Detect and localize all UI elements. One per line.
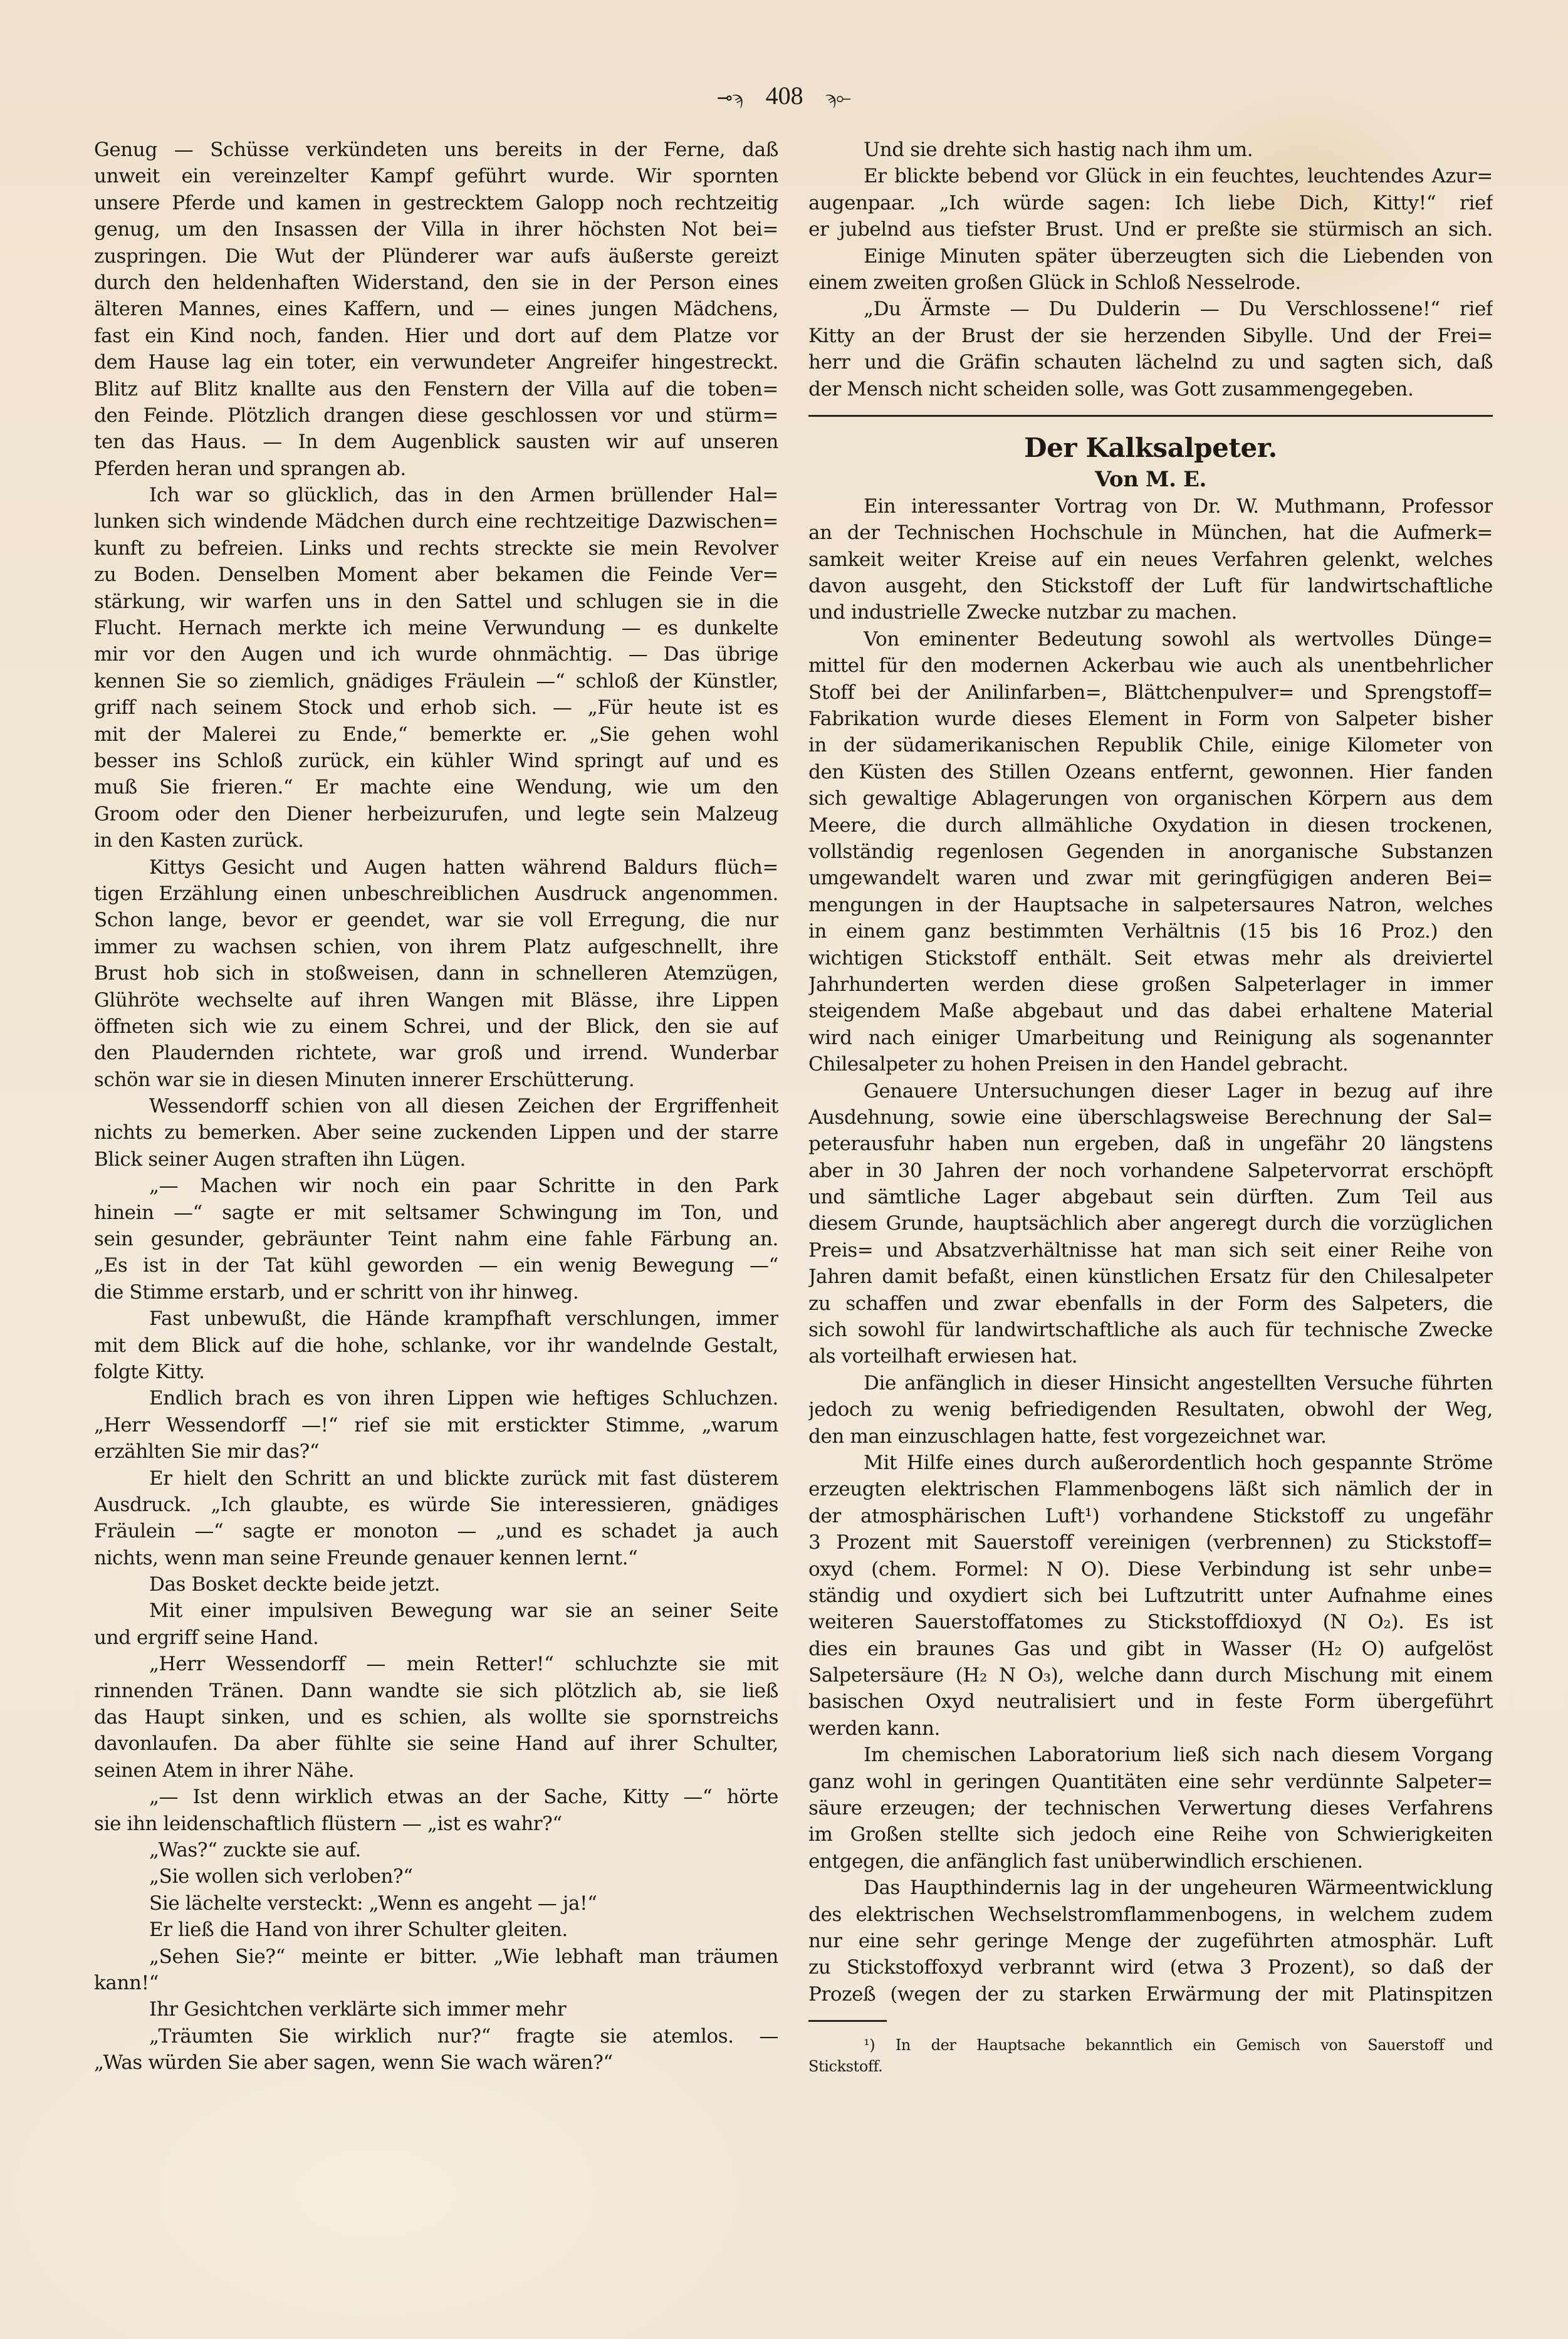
text-line: Preis= und Absatzverhältnisse hat man sich seit einer Reihe von xyxy=(808,1238,1493,1262)
text-line: in den Kasten zurück. xyxy=(94,829,304,852)
text-line: zu Stickstoffoxyd verbrannt wird (etwa 3 Prozent), so daß der xyxy=(808,1956,1493,1979)
text-line: vollständig regenlosen Gegenden in anorganische Substanzen xyxy=(808,840,1493,863)
article-byline: Von M. E. xyxy=(1095,466,1206,492)
text-line: wird nach einiger Umarbeitung und Reinigung als sogenannter xyxy=(808,1026,1493,1049)
text-line: Groom oder den Diener herbeizurufen, und legte sein Malzeug xyxy=(94,802,778,825)
text-line: stärkung, wir warfen uns in den Sattel und schlugen sie in die xyxy=(94,590,778,613)
text-line: zu Boden. Denselben Moment aber bekamen die Feinde Ver= xyxy=(94,563,778,587)
text-line: Wessendorff schien von all diesen Zeichen der Ergriffenheit xyxy=(149,1095,778,1118)
text-line: Jahrhunderten werden diese großen Salpeterlager in immer xyxy=(808,973,1493,996)
text-line: Ausdruck. „Ich glaubte, es würde Sie interessieren, gnädiges xyxy=(94,1493,778,1516)
text-line: Genug — Schüsse verkündeten uns bereits in der Ferne, daß xyxy=(94,139,778,161)
text-line: lunken sich windende Mädchen durch eine rechtzeitige Dazwischen= xyxy=(94,510,778,533)
text-line: in der südamerikanischen Republik Chile, einige Kilometer von xyxy=(808,734,1493,757)
text-line: „Was würden Sie aber sagen, wenn Sie wach wären?“ xyxy=(94,2051,613,2075)
text-line: davonlaufen. Da aber fühlte sie seine Hand auf ihrer Schulter, xyxy=(94,1732,778,1756)
text-line: Brust hob sich in stoßweisen, dann in schnelleren Atemzügen, xyxy=(94,962,778,985)
text-line: fast ein Kind noch, fanden. Hier und dort auf dem Platze vor xyxy=(94,324,778,347)
text-line: Ausdehnung, sowie eine überschlagsweise Berechnung der Sal= xyxy=(808,1106,1493,1129)
text-line: augenpaar. „Ich würde sagen: Ich liebe Dich, Kitty!“ rief xyxy=(808,191,1493,214)
section-divider xyxy=(808,415,1493,417)
text-line: „— Machen wir noch ein paar Schritte in den Park xyxy=(149,1175,778,1198)
text-line: sein gesunder, gebräunter Teint nahm eine fahle Färbung an. xyxy=(94,1228,778,1251)
text-line: und ergriff seine Hand. xyxy=(94,1626,319,1649)
text-line: einem zweiten großen Glück in Schloß Nesselrode. xyxy=(808,271,1301,294)
text-line: Das Haupthindernis lag in der ungeheuren Wärmeentwicklung xyxy=(864,1876,1493,1900)
text-line: nichts, wenn man seine Freunde genauer kennen lernt.“ xyxy=(94,1546,638,1569)
text-line: säure erzeugen; der technischen Verwertung dieses Verfahrens xyxy=(808,1797,1493,1820)
text-line: Blick seiner Augen straften ihn Lügen. xyxy=(94,1148,466,1171)
text-line: diesem Grunde, hauptsächlich aber angeregt durch die vorzüglichen xyxy=(808,1212,1493,1235)
text-line: nichts zu bemerken. Aber seine zuckenden Lippen und der starre xyxy=(94,1121,778,1144)
text-line: Salpetersäure (H₂ N O₃), welche dann durch Mischung mit einem xyxy=(808,1664,1493,1687)
text-line: erzeugten elektrischen Flammenbogens läßt sich nämlich der in xyxy=(808,1478,1493,1501)
text-line: nur eine sehr geringe Menge der zugeführten atmosphär. Luft xyxy=(808,1930,1493,1952)
text-line: unsere Pferde und kamen in gestrecktem Galopp noch rechtzeitig xyxy=(94,191,778,214)
text-line: aber in 30 Jahren der noch vorhandene Salpetervorrat erschöpft xyxy=(808,1159,1493,1182)
text-line: öffneten sich wie zu einem Schrei, und der Blick, den sie auf xyxy=(94,1015,778,1038)
text-line: mir vor den Augen und ich wurde ohnmächtig. — Das übrige xyxy=(94,643,778,666)
text-line: Kittys Gesicht und Augen hatten während Baldurs flüch= xyxy=(149,856,778,879)
text-line: Schon lange, bevor er geendet, war sie voll Erregung, die nur xyxy=(94,909,778,932)
text-line: des elektrischen Wechselstromflammenbogens, in welchem zudem xyxy=(808,1903,1493,1926)
text-line: Die anfänglich in dieser Hinsicht angestellten Versuche führten xyxy=(864,1371,1493,1395)
story-ending xyxy=(808,137,1493,402)
text-line: Das Bosket deckte beide jetzt. xyxy=(149,1573,441,1596)
text-line: entgegen, die anfänglich fast unüberwindlich erschienen. xyxy=(808,1850,1363,1873)
text-line: zu schaffen und zwar ebenfalls in der Form des Salpeters, die xyxy=(808,1292,1493,1315)
text-line: Kitty an der Brust der sie herzenden Sibylle. Und der Frei= xyxy=(808,324,1493,347)
text-line: steigendem Maße abgebaut und das dabei erhaltene Material xyxy=(808,1000,1493,1023)
right-column xyxy=(808,137,1493,2077)
text-line: herr und die Gräfin schauten lächelnd zu und sagten sich, daß xyxy=(808,351,1493,374)
text-line: Chilesalpeter zu hohen Preisen in den Handel gebracht. xyxy=(808,1053,1349,1076)
text-line: das Haupt sinken, und es schien, als wollte sie spornstreichs xyxy=(94,1706,778,1729)
text-line: in einem ganz bestimmten Verhältnis (15 bis 16 Proz.) den xyxy=(808,920,1493,943)
text-line: umgewandelt waren und zwar mit geringfügigen anderen Bei= xyxy=(808,867,1493,890)
ornament-right-icon: ϡ⟜ xyxy=(825,87,852,108)
text-line: Endlich brach es von ihren Lippen wie heftiges Schluchzen. xyxy=(149,1387,778,1410)
text-line: dem Hause lag ein toter, ein verwundeter Angreifer hingestreckt. xyxy=(94,351,778,374)
text-line: Stickstoff. xyxy=(808,2058,883,2076)
text-line: Er ließ die Hand von ihrer Schulter gleiten. xyxy=(149,1918,568,1942)
text-line: oxyd (chem. Formel: N O). Diese Verbindung ist sehr unbe= xyxy=(808,1557,1493,1581)
text-line: Jahren damit befaßt, einen künstlichen Ersatz für den Chilesalpeter xyxy=(808,1265,1493,1289)
text-line: rinnenden Tränen. Dann wandte sie sich plötzlich ab, sie ließ xyxy=(94,1679,778,1702)
text-line: mittel für den modernen Ackerbau wie auch als unentbehrlicher xyxy=(808,654,1493,678)
text-line: Pferden heran und sprangen ab. xyxy=(94,457,406,480)
text-line: sich sowohl für landwirtschaftliche als auch für technische Zwecke xyxy=(808,1319,1493,1342)
text-line: ¹) In der Hauptsache bekanntlich ein Gemisch von Sauerstoff und xyxy=(864,2036,1493,2054)
text-line: unweit ein vereinzelter Kampf geführt wurde. Wir spornten xyxy=(94,165,778,188)
text-line: Fräulein —“ sagte er monoton — „und es schadet ja auch xyxy=(94,1520,778,1543)
article-title: Der Kalksalpeter. xyxy=(1024,432,1277,463)
text-line: „Sehen Sie?“ meinte er bitter. „Wie lebhaft man träumen xyxy=(149,1945,778,1968)
text-line: der atmosphärischen Luft¹) vorhandene Stickstoff zu ungefähr xyxy=(808,1504,1493,1527)
text-line: sich gewaltige Ablagerungen von organischen Körpern aus dem xyxy=(808,787,1493,810)
text-line: kunft zu befreien. Links und rechts streckte sie mein Revolver xyxy=(94,536,778,560)
text-line: mengungen in der Hauptsache in salpetersaures Natron, welches xyxy=(808,893,1493,916)
text-line: werden kann. xyxy=(808,1717,940,1740)
text-line: muß Sie frieren.“ Er machte eine Wendung, wie um den xyxy=(94,776,778,799)
text-line: seinen Atem in ihrer Nähe. xyxy=(94,1759,355,1782)
text-line: an der Technischen Hochschule in München, hat die Aufmerk= xyxy=(808,521,1493,545)
text-line: peterausfuhr haben nun ergeben, daß in ungefähr 20 längstens xyxy=(808,1133,1493,1156)
text-line: Mit Hilfe eines durch außerordentlich hoch gespannte Ströme xyxy=(864,1451,1493,1474)
text-line: samkeit weiter Kreise auf ein neues Verfahren gelenkt, welches xyxy=(808,548,1493,571)
text-line: kann!“ xyxy=(94,1971,159,1994)
text-line: Meere, die durch allmähliche Oxydation in diesen trockenen, xyxy=(808,814,1493,837)
text-line: jedoch zu wenig befriedigenden Resultaten, obwohl der Weg, xyxy=(808,1398,1493,1421)
ornament-left-icon: ⊸ϡ xyxy=(716,87,743,108)
text-line: Glühröte wechselte auf ihren Wangen mit Blässe, ihre Lippen xyxy=(94,988,778,1012)
text-line: den Plaudernden richtete, war groß und irrend. Wunderbar xyxy=(94,1042,778,1065)
text-line: Genauere Untersuchungen dieser Lager in bezug auf ihre xyxy=(864,1079,1493,1102)
text-line: Sie lächelte versteckt: „Wenn es angeht — ja!“ xyxy=(149,1892,597,1915)
text-line: er jubelnd aus tiefster Brust. Und er preßte sie stürmisch an sich. xyxy=(808,218,1493,241)
text-line: tigen Erzählung einen unbeschreiblichen Ausdruck angenommen. xyxy=(94,882,778,905)
text-line: Stoff bei der Anilinfarben=, Blättchenpulver= und Sprengstoff= xyxy=(808,681,1493,704)
text-line: Fabrikation wurde dieses Element in Form von Salpeter bisher xyxy=(808,708,1493,731)
text-line: Er blickte bebend vor Glück in ein feuchtes, leuchtendes Azur= xyxy=(864,165,1493,188)
text-line: Und sie drehte sich hastig nach ihm um. xyxy=(864,139,1253,161)
text-line: die Stimme erstarb, und er schritt von ihr hinweg. xyxy=(94,1280,579,1304)
text-line: immer zu wachsen schien, von ihrem Platz aufgeschnellt, ihre xyxy=(94,935,778,958)
text-line: ten das Haus. — In dem Augenblick sausten wir auf unseren xyxy=(94,431,778,454)
text-line: zuspringen. Die Wut der Plünderer war aufs äußerste gereizt xyxy=(94,244,778,268)
text-line: schön war sie in diesen Minuten innerer Erschütterung. xyxy=(94,1068,635,1091)
footnote xyxy=(808,2034,1493,2077)
text-line: folgte Kitty. xyxy=(94,1360,205,1383)
text-line: „Sie wollen sich verloben?“ xyxy=(149,1865,413,1888)
text-line: sie ihn leidenschaftlich flüstern — „ist es wahr?“ xyxy=(94,1812,562,1835)
text-line: „Was?“ zuckte sie auf. xyxy=(149,1839,361,1861)
text-line: „Es ist in der Tat kühl geworden — ein wenig Bewegung —“ xyxy=(94,1254,778,1277)
text-line: besser ins Schloß zurück, ein kühler Wind springt auf und es xyxy=(94,749,778,772)
text-line: Ich war so glücklich, das in den Armen brüllender Hal= xyxy=(149,484,778,507)
page-header xyxy=(0,80,1568,114)
text-line: ständig und oxydiert sich bei Luftzutritt unter Aufnahme eines xyxy=(808,1584,1493,1607)
text-line: wichtigen Stickstoff enthält. Seit etwas mehr als dreiviertel xyxy=(808,946,1493,970)
text-line: Ein interessanter Vortrag von Dr. W. Muthmann, Professor xyxy=(864,494,1493,518)
text-line: Prozeß (wegen der zu starken Erwärmung der mit Platinspitzen xyxy=(808,1982,1493,2006)
text-line: genug, um den Insassen der Villa in ihrer höchsten Not bei= xyxy=(94,218,778,241)
text-line: weiteren Sauerstoffatomes zu Stickstoffdioxyd (N O₂). Es ist xyxy=(808,1611,1493,1634)
text-line: der Mensch nicht scheiden solle, was Gott zusammengegeben. xyxy=(808,377,1414,400)
text-line: Im chemischen Laboratorium ließ sich nach diesem Vorgang xyxy=(864,1744,1493,1767)
article-body xyxy=(808,493,1493,2007)
text-line: Von eminenter Bedeutung sowohl als wertvolles Dünge= xyxy=(864,627,1493,651)
text-line: den man einzuschlagen hatte, fest vorgezeichnet war. xyxy=(808,1425,1327,1448)
text-line: älteren Mannes, eines Kaffern, und — eines jungen Mädchens, xyxy=(94,298,778,321)
text-line: 3 Prozent mit Sauerstoff vereinigen (verbrennen) zu Stickstoff= xyxy=(808,1531,1493,1554)
text-line: „— Ist denn wirklich etwas an der Sache, Kitty —“ hörte xyxy=(149,1786,778,1809)
text-line: im Großen stellte sich jedoch eine Reihe von Schwierigkeiten xyxy=(808,1823,1493,1846)
page-number: 408 xyxy=(765,81,803,110)
text-line: Ihr Gesichtchen verklärte sich immer mehr xyxy=(149,1998,567,2021)
text-line: dies ein braunes Gas und gibt in Wasser (H₂ O) aufgelöst xyxy=(808,1637,1493,1660)
text-line: „Träumten Sie wirklich nur?“ fragte sie atemlos. — xyxy=(149,2024,778,2048)
text-line: basischen Oxyd neutralisiert und in feste Form übergeführt xyxy=(808,1690,1493,1714)
text-line: Mit einer impulsiven Bewegung war sie an seiner Seite xyxy=(149,1599,778,1623)
text-line: Blitz auf Blitz knallte aus den Fenstern der Villa auf die toben= xyxy=(94,377,778,400)
text-line: ganz wohl in geringen Quantitäten eine sehr verdünnte Salpeter= xyxy=(808,1770,1493,1793)
text-line: davon ausgeht, den Stickstoff der Luft für landwirtschaftliche xyxy=(808,575,1493,598)
text-line: Flucht. Hernach merkte ich meine Verwundung — es dunkelte xyxy=(94,617,778,640)
text-line: und industrielle Zwecke nutzbar zu machen. xyxy=(808,601,1238,624)
text-line: „Herr Wessendorff — mein Retter!“ schluchzte sie mit xyxy=(149,1653,778,1676)
text-line: mit der Malerei zu Ende,“ bemerkte er. „Sie gehen wohl xyxy=(94,723,778,746)
text-line: Einige Minuten später überzeugten sich die Liebenden von xyxy=(864,244,1493,268)
text-line: Fast unbewußt, die Hände krampfhaft verschlungen, immer xyxy=(149,1307,778,1331)
text-line: kennen Sie so ziemlich, gnädiges Fräulein —“ schloß der Künstler, xyxy=(94,669,778,693)
text-line: erzählten Sie mir das?“ xyxy=(94,1440,320,1463)
text-line: „Du Ärmste — Du Dulderin — Du Verschlossene!“ rief xyxy=(864,298,1493,321)
text-line: „Herr Wessendorff —!“ rief sie mit erstickter Stimme, „warum xyxy=(94,1413,778,1436)
text-line: Er hielt den Schritt an und blickte zurück mit fast düsterem xyxy=(149,1467,778,1490)
text-line: als vorteilhaft erwiesen hat. xyxy=(808,1345,1078,1368)
text-line: mit dem Blick auf die hohe, schlanke, vor ihr wandelnde Gestalt, xyxy=(94,1334,778,1357)
text-line: den Feinde. Plötzlich drangen diese geschlossen vor und stürm= xyxy=(94,404,778,427)
text-line: griff nach seinem Stock und erhob sich. — „Für heute ist es xyxy=(94,696,778,719)
left-column-story xyxy=(94,137,778,2076)
text-line: und sämtliche Lager abgebaut sein dürften. Zum Teil aus xyxy=(808,1186,1493,1209)
footnote-divider xyxy=(808,2020,887,2022)
text-line: durch den heldenhaften Widerstand, den sie in der Person eines xyxy=(94,271,778,294)
text-line: hinein —“ sagte er mit seltsamer Schwingung im Ton, und xyxy=(94,1201,778,1224)
text-line: den Küsten des Stillen Ozeans entfernt, gewonnen. Hier fanden xyxy=(808,760,1493,783)
